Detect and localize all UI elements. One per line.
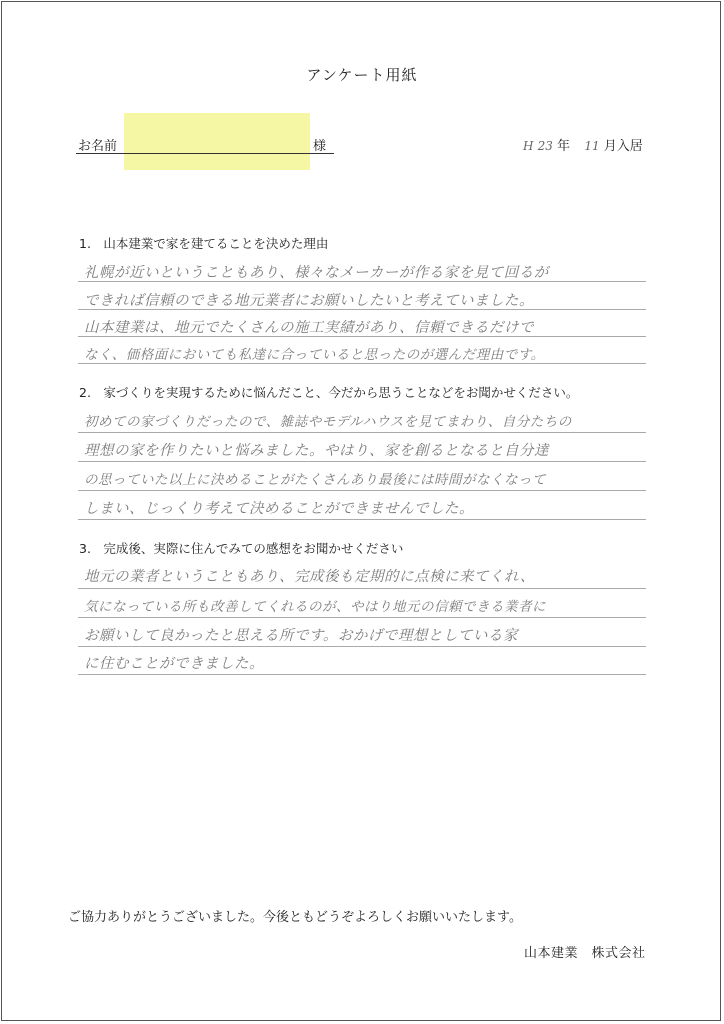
move-in-date: [523, 135, 643, 154]
answer-3-line-3: お願いして良かったと思える所です。おかげで理想としている家: [84, 628, 518, 644]
answer-2-rule-1: [78, 432, 646, 433]
answer-3-rule-2: [78, 617, 646, 618]
answer-3-rule-4: [78, 674, 646, 675]
answer-1-line-1: 礼幌が近いということもあり、様々なメーカーが作る家を見て回るが: [84, 265, 549, 281]
answer-3-rule-3: [78, 646, 646, 647]
company-name: 山本建業 株式会社: [524, 946, 646, 961]
answer-2-rule-2: [78, 461, 646, 462]
move-in-year-value: 23: [537, 139, 553, 153]
name-label: お名前: [78, 139, 118, 154]
answer-1-line-2: できれば信頼のできる地元業者にお願いしたいと考えていました。: [84, 293, 534, 309]
answer-2-rule-3: [78, 490, 646, 491]
answer-1-rule-2: [78, 309, 646, 310]
answer-1-line-4: なく、価格面においても私達に合っていると思ったのが選んだ理由です。: [84, 347, 545, 363]
answer-1-rule-1: [78, 281, 646, 282]
move-in-era: H: [523, 139, 534, 153]
form-title: アンケート用紙: [306, 66, 418, 84]
answer-3-line-4: に住むことができました。: [84, 656, 264, 672]
answer-2-line-4: しまい、じっくり考えて決めることができませんでした。: [84, 501, 474, 517]
question-3-label: 3. 完成後、実際に住んでみての感想をお聞かせください: [79, 541, 404, 556]
move-in-year-label: 年: [557, 139, 571, 154]
name-redaction-highlight: [124, 113, 310, 170]
answer-3-line-2: 気になっている所も改善してくれるのが、やはり地元の信頼できる業者に: [84, 599, 546, 615]
answer-3-line-1: 地元の業者ということもあり、完成後も定期的に点検に来てくれ、: [84, 569, 535, 585]
name-field-underline: [76, 153, 334, 154]
answer-2-line-3: の思っていた以上に決めることがたくさんあり最後には時間がなくなって: [84, 472, 546, 488]
move-in-month-value: 11: [584, 139, 600, 153]
answer-1-line-3: 山本建業は、地元でたくさんの施工実績があり、信頼できるだけで: [84, 320, 534, 336]
answer-2-rule-4: [78, 519, 646, 520]
answer-3-rule-1: [78, 588, 646, 589]
answer-2-line-1: 初めての家づくりだったので、雑誌やモデルハウスを見てまわり、自分たちの: [84, 414, 572, 430]
answer-1-rule-3: [78, 336, 646, 337]
move-in-month-label: 月入居: [603, 139, 643, 154]
question-2-label: 2. 家づくりを実現するために悩んだこと、今だから思うことなどをお聞かせください。: [79, 385, 579, 400]
question-1-label: 1. 山本建業で家を建てることを決めた理由: [79, 236, 329, 251]
questionnaire-sheet: [1, 1, 721, 1021]
answer-1-rule-4: [78, 363, 646, 364]
answer-2-line-2: 理想の家を作りたいと悩みました。やはり、家を創るとなると自分達: [84, 443, 549, 459]
honorific-label: 様: [313, 139, 327, 154]
thanks-message: ご協力ありがとうございました。今後ともどうぞよろしくお願いいたします。: [68, 910, 522, 925]
